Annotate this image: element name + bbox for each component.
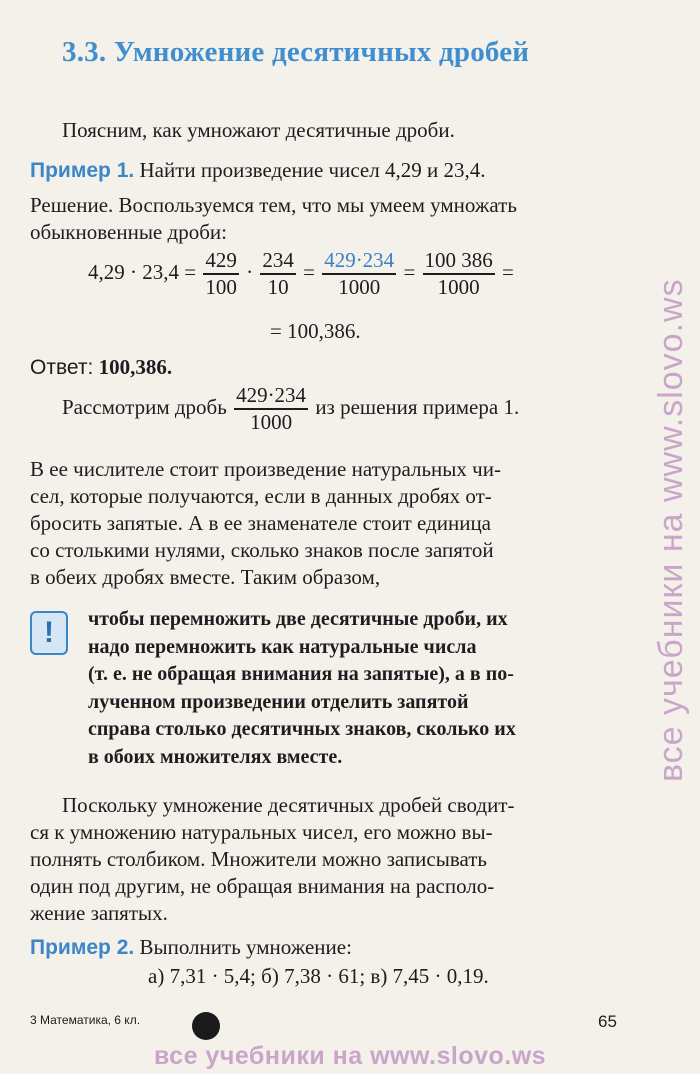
paragraph2-line: Поскольку умножение десятичных дробей сводит- (62, 793, 515, 817)
solution-line-1: Решение. Воспользуемся тем, что мы умеем умножать (30, 193, 517, 217)
paragraph1-line: В ее числителе стоит произведение натуральных чи- (30, 457, 501, 481)
fraction-1: $\frac{429}{100}$ (205, 248, 237, 299)
rule-block (88, 606, 628, 771)
consider-after: из решения примера 1. (315, 394, 520, 419)
answer-value: 100,386. (98, 355, 173, 379)
fraction-2: $\frac{234}{10}$ (262, 248, 294, 299)
example1-text: Найти произведение чисел 4,29 и 23,4. (139, 158, 486, 182)
equation-lhs: 4,29 · 23,4 = (88, 259, 197, 284)
consider-before: Рассмотрим дробь (62, 394, 227, 419)
equation-result: = 100,386. (270, 319, 361, 343)
side-watermark: все учебники на www.slovo.ws (652, 278, 690, 782)
example2-text: Выполнить умножение: (139, 935, 352, 959)
paragraph2-line: ся к умножению натуральных чисел, его можно вы- (30, 820, 493, 844)
solution-line-2: обыкновенные дроби: (30, 220, 227, 244)
rule-line: лученном произведении отделить запятой (88, 690, 469, 713)
example2-label: Пример 2. (30, 936, 135, 959)
page-number: 65 (598, 1012, 617, 1031)
answer-label: Ответ: (30, 356, 94, 379)
paragraph1-line: со столькими нулями, сколько знаков после запятой (30, 538, 494, 562)
example2-heading (30, 934, 352, 961)
paragraph1-line: сел, которые получаются, если в данных дробях от- (30, 484, 492, 508)
example1-heading (30, 157, 485, 184)
fraction-4: $\frac{100 386}{1000}$ (424, 248, 493, 299)
exclamation-icon: ! (30, 611, 68, 655)
section-title: 3.3. Умножение десятичных дробей (62, 36, 530, 68)
rule-line: в обоих множителях вместе. (88, 745, 343, 768)
example1-label: Пример 1. (30, 159, 135, 182)
footer-signature: 3 Математика, 6 кл. (30, 1013, 141, 1027)
example2-tasks: а) 7,31 · 5,4; б) 7,38 · 61; в) 7,45 · 0,19. (148, 964, 489, 988)
rule-line: чтобы перемножить две десятичные дроби, их (88, 608, 508, 630)
rule-line: справа столько десятичных знаков, сколько их (88, 718, 516, 740)
solution-equation: 4,29 · 23,4 = $\frac{429}{100}$ · $\frac{234}{10}$ = $\frac{429\cdot 234}{1000}$ = $\frac{100 386}{1000}$ = (88, 248, 514, 299)
answer-1 (30, 354, 172, 381)
fraction-3: $\frac{429\cdot 234}{1000}$ (324, 248, 395, 299)
bottom-watermark: все учебники на www.slovo.ws (153, 1042, 547, 1070)
intro-text: Поясним, как умножают десятичные дроби. (62, 118, 455, 142)
rule-line: надо перемножить как натуральные числа (88, 635, 477, 658)
binding-hole (192, 1012, 220, 1040)
consider-line (62, 383, 519, 435)
consider-fraction: $\frac{429\cdot 234}{1000}$ (236, 383, 307, 434)
paragraph2-line: жение запятых. (30, 901, 168, 925)
paragraph2-line: полнять столбиком. Множители можно записывать (30, 847, 487, 871)
rule-line: (т. е. не обращая внимания на запятые), а в по- (88, 663, 514, 685)
paragraph2-line: один под другим, не обращая внимания на располо- (30, 874, 495, 898)
paragraph1-line: бросить запятые. А в ее знаменателе стоит единица (30, 511, 492, 535)
paragraph1-line: в обеих дробях вместе. Таким образом, (30, 565, 381, 589)
